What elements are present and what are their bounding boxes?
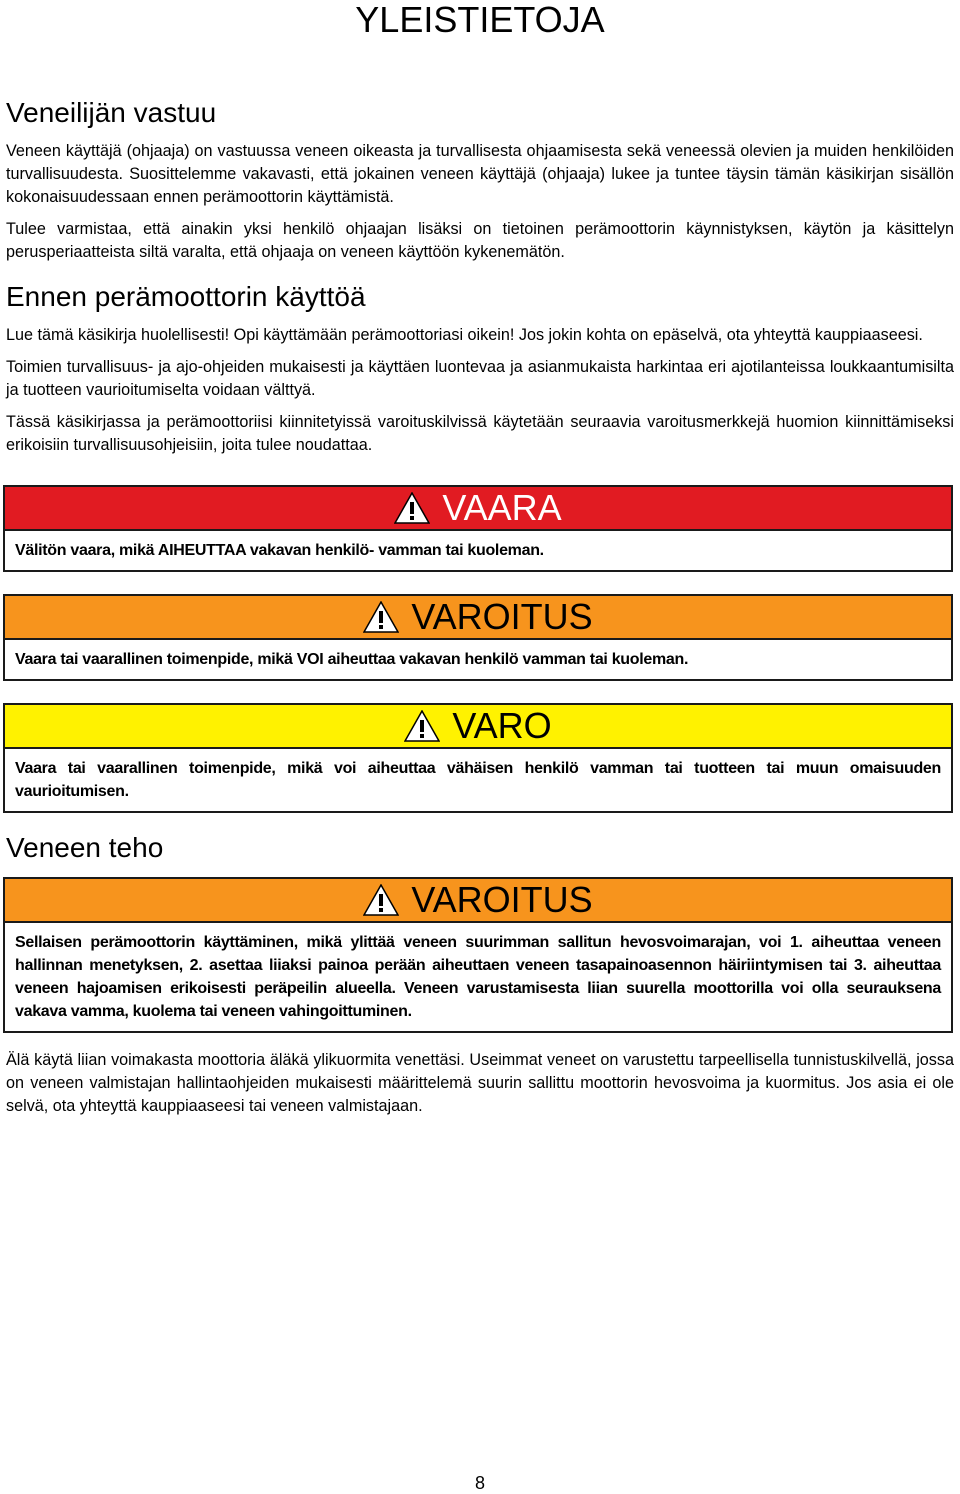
horsepower-warning-title: VAROITUS — [411, 879, 593, 920]
paragraph: Lue tämä käsikirja huolellisesti! Opi käyttämään perämoottoriasi oikein! Jos jokin kohta on epäselvä, ota yhteyttä kauppiaaseesi. — [6, 326, 923, 344]
warning-triangle-icon — [363, 601, 399, 633]
section-heading-boat-horsepower: Veneen teho — [6, 832, 164, 863]
horsepower-warning-header — [5, 879, 951, 923]
paragraph: Tulee varmistaa, että ainakin yksi henkilö ohjaajan lisäksi on tietoinen perämoottorin käynnistyksen, käytön ja käsittelyn perusperiaatteista siltä varalta, että ohjaaja on veneen käyttöön kykenemätön. — [6, 220, 954, 261]
horsepower-warning-notice — [3, 877, 953, 1033]
danger-notice-header — [5, 487, 951, 531]
paragraph: Tässä käsikirjassa ja perämoottoriisi kiinnitetyissä varoituskilvissä käytetään seuraavia varoitusmerkkejä huomion kiinnittämiseksi erikoisiin turvallisuusohjeisiin, joita tulee noudattaa. — [6, 413, 954, 454]
warning-notice-header — [5, 596, 951, 640]
caution-notice-title: VARO — [452, 705, 552, 746]
section-heading-operator-responsibility: Veneilijän vastuu — [6, 97, 217, 128]
page-title: YLEISTIETOJA — [355, 0, 605, 40]
paragraph: Toimien turvallisuus- ja ajo-ohjeiden mukaisesti ja käyttäen luontevaa ja asianmukaista harkintaa eri ajotilanteissa loukkaantumisilta ja tuotteen vaurioitumiselta voidaan välttyä. — [6, 358, 954, 399]
caution-notice — [3, 703, 953, 813]
paragraph: Älä käytä liian voimakasta moottoria äläkä ylikuormita venettäsi. Useimmat veneet on varustettu tarpeellisella tunnistuskilvellä, jossa on veneen valmistajan hallintaohjeiden mukaisesti määrittelemä suurin sallittu moottorin hevosvoima ja kuormitus. Jos asia ei ole selvä, ota yhteyttä kauppiaaseesi tai veneen valmistajaan. — [6, 1051, 954, 1115]
danger-notice-title: VAARA — [442, 487, 562, 528]
warning-notice-title: VAROITUS — [411, 596, 593, 637]
warning-notice — [3, 594, 953, 681]
warning-notice-text: Vaara tai vaarallinen toimenpide, mikä VOI aiheuttaa vakavan henkilö vamman tai kuoleman. — [15, 651, 689, 668]
warning-triangle-icon — [363, 884, 399, 916]
horsepower-warning-text: Sellaisen perämoottorin käyttäminen, mikä ylittää veneen suurimman sallitun hevosvoimarajan, voi 1. aiheuttaa veneen hallinnan menetyksen, 2. asettaa liiaksi painoa perään aiheuttaen veneen tasapainoasennon häiriintymisen tai 3. aiheuttaa veneen hajoamisen erikoisesti peräpeilin alueella. Veneen varustamisesta liian suurella moottorilla voi olla seurauksena vakava vamma, kuolema tai veneen vahingoittuminen. — [15, 934, 941, 1020]
warning-triangle-icon — [394, 492, 430, 524]
page-content — [6, 96, 954, 1127]
paragraph: Veneen käyttäjä (ohjaaja) on vastuussa veneen oikeasta ja turvallisesta ohjaamisesta sekä veneessä olevien ja muiden henkilöiden turvallisuudesta. Suosittelemme vakavasti, että jokainen veneen käyttäjä (ohjaaja) lukee ja tuntee täysin tämän käsikirjan sisällön kokonaisuudessaan ennen perämoottorin käyttämistä. — [6, 142, 954, 206]
danger-notice-text: Välitön vaara, mikä AIHEUTTAA vakavan henkilö- vamman tai kuoleman. — [15, 542, 544, 559]
warning-triangle-icon — [404, 710, 440, 742]
section-heading-before-operation: Ennen perämoottorin käyttöä — [6, 281, 366, 312]
caution-notice-header — [5, 705, 951, 749]
danger-notice — [3, 485, 953, 572]
caution-notice-text: Vaara tai vaarallinen toimenpide, mikä voi aiheuttaa vähäisen henkilö vamman tai tuotteen tai muun omaisuuden vaurioitumisen. — [15, 760, 941, 800]
page-number: 8 — [474, 1473, 485, 1493]
